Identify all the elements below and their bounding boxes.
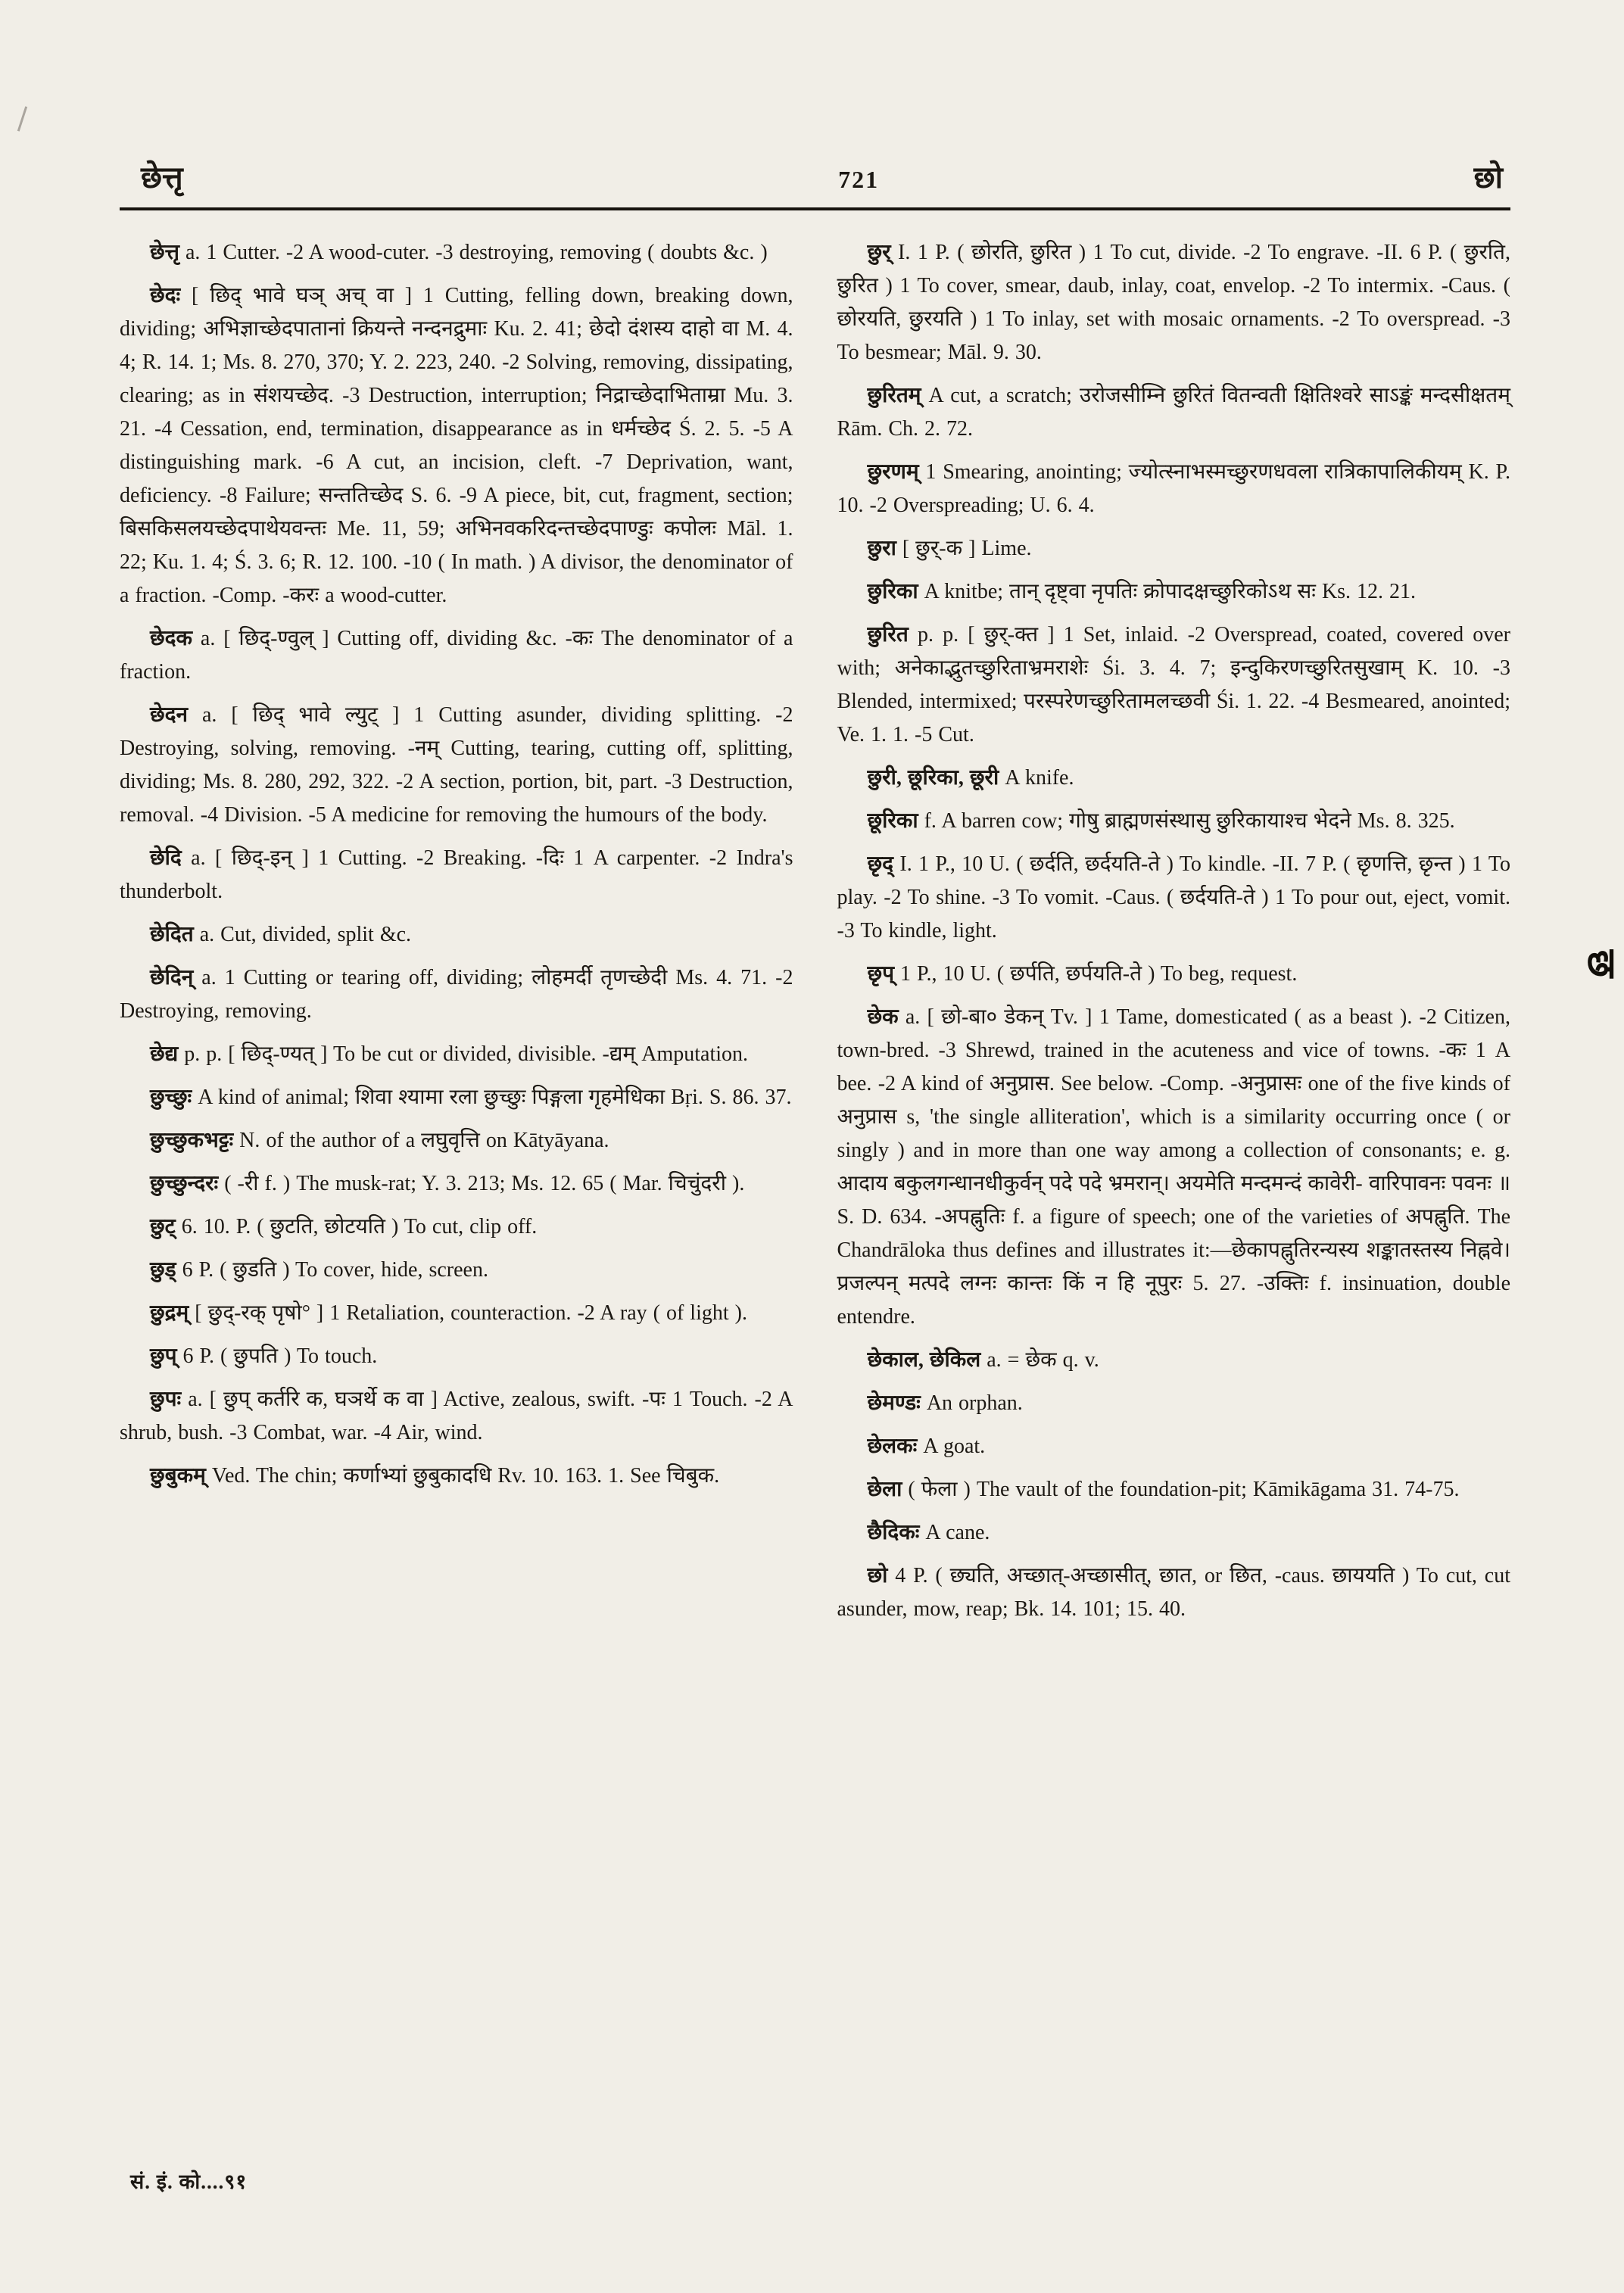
entry-headword: छुरी, छूरिका, छूरी [867,766,999,790]
dictionary-entry [120,842,793,908]
printer-signature: सं. इं. को....९१ [130,2170,248,2193]
entry-definition: 4 P. ( छ्यति, अच्छात्-अच्छासीत्, छात, or छित, -caus. छाययति ) To cut, cut asunder, mow, reap; Bk. 14. 101; 15. 40. [837,1564,1510,1621]
page-header [120,155,1510,197]
entry-definition: 6 P. ( छुडति ) To cover, hide, screen. [176,1258,488,1282]
entry-definition: a. [ छिद्-ण्वुल् ] Cutting off, dividing &c. -कः The denominator of a fraction. [120,627,793,684]
entry-headword: छेकाल, छेकिल [867,1348,981,1372]
entry-definition: ( फेला ) The vault of the foundation-pit; Kāmikāgama 31. 74-75. [902,1478,1460,1501]
dictionary-entry [837,1344,1511,1377]
dictionary-entry [837,762,1511,795]
page-number: 721 [838,166,880,193]
pen-mark [17,106,27,131]
dictionary-entry [837,805,1511,838]
header-catchword-left: छेत्तृ [141,160,183,195]
entry-definition: A knife. [999,766,1074,790]
entry-definition: A goat. [917,1435,986,1458]
entry-definition: 1 P., 10 U. ( छर्पति, छर्पयति-ते ) To beg, request. [894,962,1298,986]
margin-thumb-tab: छ [1579,949,1623,978]
entry-definition: a. 1 Cutting or tearing off, dividing; लोहमर्दी तृणच्छेदी Ms. 4. 71. -2 Destroying, removing. [120,966,793,1023]
entry-headword: छुपः [150,1388,182,1411]
left-column [120,236,793,1636]
entry-headword: छुद्रम् [150,1301,189,1325]
entry-headword: छेत्तृ [150,241,179,264]
entry-headword: छुरणम् [867,460,919,484]
dictionary-entry [837,1387,1511,1420]
entry-headword: छैदिकः [867,1521,920,1544]
dictionary-entry [837,379,1511,446]
entry-definition: a. [ छिद्-इन् ] 1 Cutting. -2 Breaking. -दिः 1 A carpenter. -2 Indra's thunderbolt. [120,846,793,903]
entry-headword: छेदः [150,284,181,307]
dictionary-entry [120,1297,793,1330]
entry-headword: छेक [867,1005,899,1029]
entry-headword: छेदिन् [150,966,194,989]
entry-headword: छुच्छुकभट्टः [150,1129,234,1152]
entry-headword: छुरित [867,623,909,646]
dictionary-entry [837,1516,1511,1550]
dictionary-entry [837,532,1511,565]
entry-definition: I. 1 P. ( छोरति, छुरित ) 1 To cut, divide. -2 To engrave. -II. 6 P. ( छुरति, छुरित ) 1 To cover, smear, daub, inlay, coat, envelop. -2 To intermix. -Caus. ( छोरयति, छुरयति ) 1 To inlay, set with mosaic ornaments. -2 To overspread. -3 To besmear; Māl. 9. 30. [837,241,1510,364]
entry-headword: छेदक [150,627,193,650]
dictionary-entry [120,1124,793,1157]
entry-headword: छेमण्डः [867,1391,921,1415]
entry-definition: I. 1 P., 10 U. ( छर्दति, छर्दयति-ते ) To kindle. -II. 7 P. ( छृणत्ति, छृन्त ) 1 To play. -2 To shine. -3 To vomit. -Caus. ( छर्दयति-ते ) 1 To pour out, eject, vomit. -3 To kindle, light. [837,852,1510,942]
entry-definition: a. = छेक q. v. [980,1348,1099,1372]
entry-headword: छूरिका [867,809,918,833]
entry-definition: Ved. The chin; कर्णाभ्यां छुबुकादधि Rv. 10. 163. 1. See चिबुक. [205,1464,720,1488]
entry-headword: छेदन [150,703,189,727]
entry-definition: [ छुद्-रक् पृषो° ] 1 Retaliation, counteraction. -2 A ray ( of light ). [189,1301,747,1325]
header-rule [120,207,1510,210]
entry-definition: ( -री f. ) The musk-rat; Y. 3. 213; Ms. 12. 65 ( Mar. चिचुंदरी ). [218,1172,745,1195]
entry-headword: छुड् [150,1258,176,1282]
entry-headword: छृप् [867,962,895,986]
entry-headword: छेलकः [867,1435,918,1458]
entry-headword: छेद्य [150,1042,179,1066]
dictionary-entry [120,622,793,689]
entry-definition: a. [ छिद् भावे ल्युट् ] 1 Cutting asunder, dividing splitting. -2 Destroying, solving, removing. -नम् Cutting, tearing, cutting off, splitting, dividing; Ms. 8. 280, 292, 322. -2 A section, portion, bit, part. -3 Destruction, removal. -4 Division. -5 A medicine for removing the humours of the body. [120,703,793,827]
entry-headword: छुर् [867,241,891,264]
entry-headword: छुच्छुन्दरः [150,1172,219,1195]
entry-definition: A kind of animal; शिवा श्यामा रला छुच्छुः पिङ्गला गृहमेधिका Bṛi. S. 86. 37. [192,1086,792,1109]
entry-definition: f. A barren cow; गोषु ब्राह्मणसंस्थासु छुरिकायाश्च भेदने Ms. 8. 325. [918,809,1455,833]
entry-headword: छुरा [867,537,896,560]
dictionary-entry [120,1167,793,1201]
dictionary-entry [837,456,1511,522]
dictionary-entry [837,958,1511,991]
entry-definition: [ छिद् भावे घञ् अच् वा ] 1 Cutting, felling down, breaking down, dividing; अभिज्ञाच्छेदपातानां क्रियन्ते नन्दनद्रुमाः Ku. 2. 41; छेदो दंशस्य दाहो वा M. 4. 4; R. 14. 1; Ms. 8. 270, 370; Y. 2. 223, 240. -2 Solving, removing, dissipating, clearing; as in संशयच्छेद. -3 Destruction, interruption; निद्राच्छेदाभिताम्रा Mu. 3. 21. -4 Cessation, end, termination, disappearance as in धर्मच्छेद Ś. 2. 5. -5 A distinguishing mark. -6 A cut, an incision, cleft. -7 Deprivation, want, deficiency. -8 Failure; सन्ततिच्छेद S. 6. -9 A piece, bit, cut, fragment, section; बिसकिसलयच्छेदपाथेयवन्तः Me. 11, 59; अभिनवकरिदन्तच्छेदपाण्डुः कपोलः Māl. 1. 22; Ku. 1. 4; Ś. 3. 6; R. 12. 100. -10 ( In math. ) A divisor, the denominator of a fraction. -Comp. -करः a wood-cutter. [120,284,793,607]
entry-definition: p. p. [ छिद्-ण्यत् ] To be cut or divided, divisible. -द्यम् Amputation. [178,1042,749,1066]
text-columns [120,236,1510,1636]
entry-definition: [ छुर्-क ] Lime. [896,537,1032,560]
entry-headword: छेदित [150,923,194,946]
dictionary-entry [120,918,793,952]
dictionary-entry [120,1340,793,1373]
dictionary-entry [120,961,793,1028]
dictionary-entry [837,575,1511,609]
dictionary-entry [837,848,1511,948]
dictionary-entry [837,1001,1511,1334]
entry-definition: a. [ छो-बा० डेकन् Tv. ] 1 Tame, domesticated ( as a beast ). -2 Citizen, town-bred. -3 Shrewd, trained in the acuteness and vice of towns. -कः 1 A bee. -2 A kind of अनुप्रास. See below. -Comp. -अनुप्रासः one of the five kinds of अनुप्रास s, 'the single alliteration', which is a similarity occurring once ( or singly ) and in more than one way among a collection of consonants; e. g. आदाय बकुलगन्धानधीकुर्वन् पदे पदे भ्रमरान्। अयमेति मन्दमन्दं कावेरी- वारिपावनः पवनः ॥ S. D. 634. -अपह्नुतिः f. a figure of speech; one of the varieties of अपह्नुति. The Chandrāloka thus defines and illustrates it:—छेकापह्नुतिरन्यस्य शङ्कातस्तस्य निह्नवे। प्रजल्पन् मत्पदे लग्नः कान्तः किं न हि नूपुरः 5. 27. -उक्तिः f. insinuation, double entendre. [837,1005,1510,1329]
dictionary-entry [120,236,793,269]
dictionary-entry [837,618,1511,752]
dictionary-entry [837,236,1511,369]
entry-definition: p. p. [ छुर्-क्त ] 1 Set, inlaid. -2 Overspread, coated, covered over with; अनेकाद्भुतच्छुरिताभ्रमराशेः Śi. 3. 4. 7; इन्दुकिरणच्छुरितसुखाम् K. 10. -3 Blended, intermixed; परस्परेणच्छुरितामलच्छवी Śi. 1. 22. -4 Besmeared, anointed; Ve. 1. 1. -5 Cut. [837,623,1510,746]
entry-headword: छुरिका [867,580,918,603]
dictionary-entry [120,1038,793,1071]
entry-headword: छुच्छुः [150,1086,192,1109]
dictionary-entry [120,279,793,612]
entry-definition: An orphan. [920,1391,1023,1415]
dictionary-entry [120,699,793,832]
dictionary-entry [837,1430,1511,1463]
dictionary-entry [837,1559,1511,1626]
entry-headword: छो [867,1564,888,1587]
entry-headword: छृद् [867,852,893,876]
entry-definition: a. [ छुप् कर्तरि क, घञर्थे क वा ] Active, zealous, swift. -पः 1 Touch. -2 A shrub, bush. -3 Combat, war. -4 Air, wind. [120,1388,793,1444]
dictionary-entry [120,1254,793,1287]
entry-definition: a. Cut, divided, split &c. [193,923,412,946]
entry-definition: A cane. [919,1521,990,1544]
entry-definition: a. 1 Cutter. -2 A wood-cuter. -3 destroying, removing ( doubts &c. ) [179,241,768,264]
entry-headword: छेला [867,1478,902,1501]
entry-definition: A cut, a scratch; उरोजसीम्नि छुरितं वितन्वती क्षितिश्वरे साऽङ्कं मन्दसीक्षतम् Rām. Ch. 2. 72. [837,384,1510,441]
dictionary-entry [120,1081,793,1114]
entry-headword: छुप् [150,1344,177,1368]
entry-definition: 1 Smearing, anointing; ज्योत्स्नाभस्मच्छुरणधवला रात्रिकापालिकीयम् K. P. 10. -2 Overspreading; U. 6. 4. [837,460,1510,517]
dictionary-entry [120,1460,793,1493]
dictionary-entry [120,1383,793,1450]
entry-headword: छुबुकम् [150,1464,206,1488]
entry-headword: छुट् [150,1215,176,1238]
entry-definition: 6 P. ( छुपति ) To touch. [176,1344,378,1368]
entry-headword: छुरितम् [867,384,921,407]
dictionary-entry [837,1473,1511,1506]
dictionary-entry [120,1210,793,1244]
entry-definition: 6. 10. P. ( छुटति, छोटयति ) To cut, clip off. [175,1215,538,1238]
right-column [837,236,1511,1636]
entry-headword: छेदि [150,846,182,870]
header-catchword-right: छो [1473,160,1503,195]
entry-definition: A knitbe; तान् दृष्ट्वा नृपतिः क्रोपादक्षच्छुरिकोऽथ सः Ks. 12. 21. [918,580,1417,603]
entry-definition: N. of the author of a लघुवृत्ति on Kātyāyana. [233,1129,609,1152]
